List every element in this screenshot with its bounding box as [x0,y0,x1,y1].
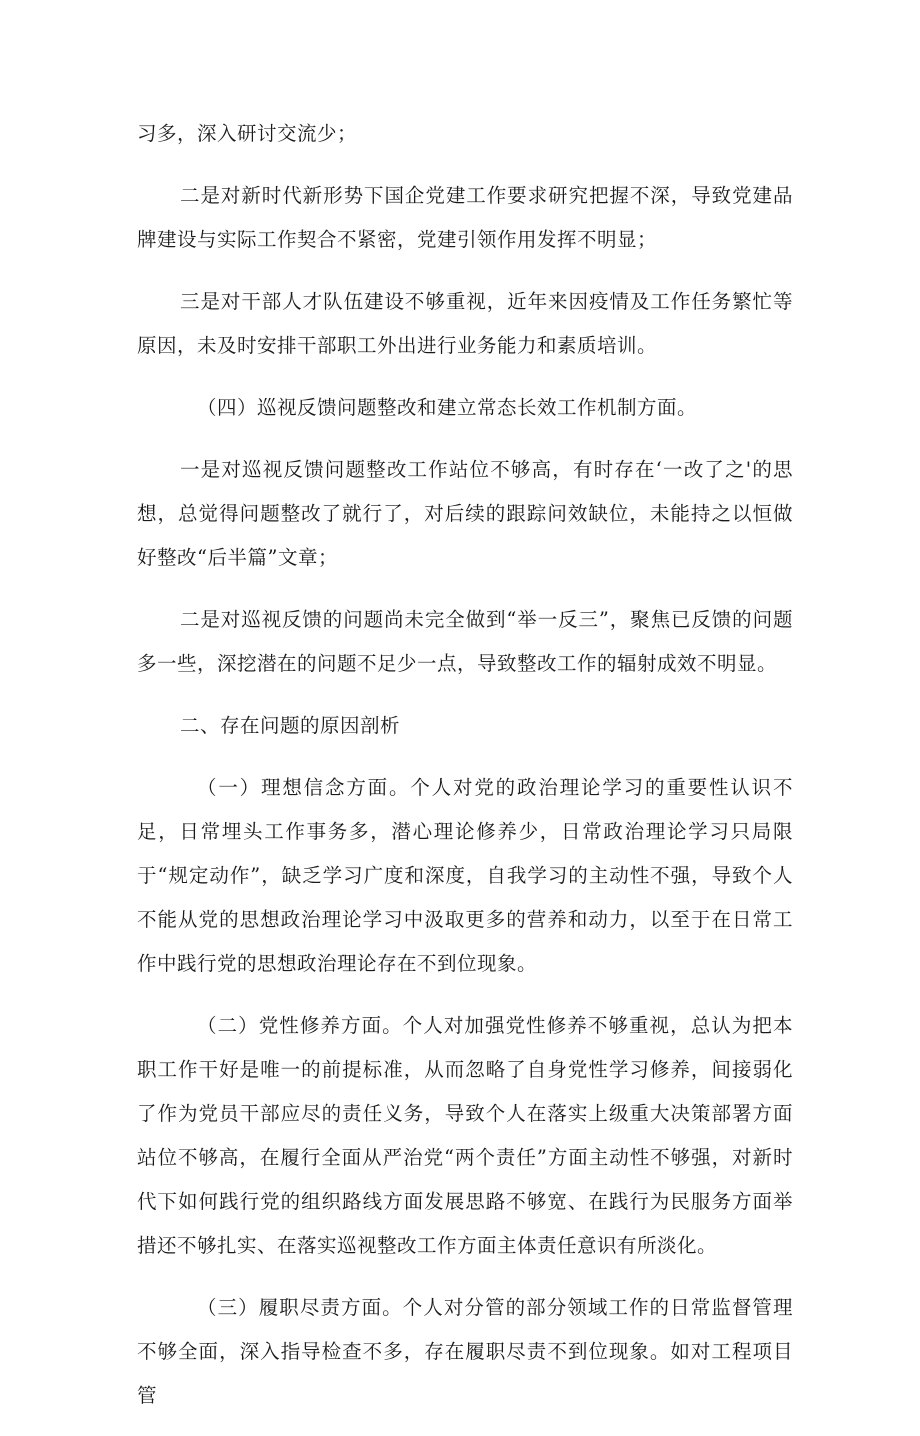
paragraph-ideals: （一）理想信念方面。个人对党的政治理论学习的重要性认识不足，日常埋头工作事务多，潜心理论修养少，日常政治理论学习只局限于“规定动作”，缺乏学习广度和深度，自我学习的主动性不强，导致个人不能从党的思想政治理论学习中汲取更多的营养和动力，以至于在日常工作中践行党的思想政治理论存在不到位现象。 [137,776,793,975]
paragraph-item-two-b: 二是对巡视反馈的问题尚未完全做到“举一反三”，聚焦已反馈的问题多一些，深挖潜在的问题不足少一点，导致整改工作的辐射成效不明显。 [137,608,793,675]
paragraph-party-spirit: （二）党性修养方面。个人对加强党性修养不够重视，总认为把本职工作干好是唯一的前提标准，从而忽略了自身党性学习修养，间接弱化了作为党员干部应尽的责任义务，导致个人在落实上级重大决策部署方面站位不够高，在履行全面从严治党“两个责任”方面主动性不够强，对新时代下如何践行党的组织路线方面发展思路不够宽、在践行为民服务方面举措还不够扎实、在落实巡视整改工作方面主体责任意识有所淡化。 [137,1014,793,1257]
paragraph-duties: （三）履职尽责方面。个人对分管的部分领域工作的日常监督管理不够全面，深入指导检查不多，存在履职尽责不到位现象。如对工程项目管 [137,1296,793,1407]
section-heading: 二、存在问题的原因剖析 [180,714,401,737]
section-subheading-four: （四）巡视反馈问题整改和建立常态长效工作机制方面。 [197,396,698,419]
paragraph-item-two: 二是对新时代新形势下国企党建工作要求研究把握不深，导致党建品牌建设与实际工作契合不紧密，党建引领作用发挥不明显； [137,184,793,251]
document-body [137,112,793,1436]
paragraph-item-three: 三是对干部人才队伍建设不够重视，近年来因疫情及工作任务繁忙等原因，未及时安排干部职工外出进行业务能力和素质培训。 [137,290,793,357]
paragraph-continuation: 习多，深入研讨交流少； [137,122,358,145]
paragraph-item-one: 一是对巡视反馈问题整改工作站位不够高，有时存在‘一改了之'的思想，总觉得问题整改了就行了，对后续的跟踪问效缺位，未能持之以恒做好整改“后半篇”文章； [137,458,793,569]
